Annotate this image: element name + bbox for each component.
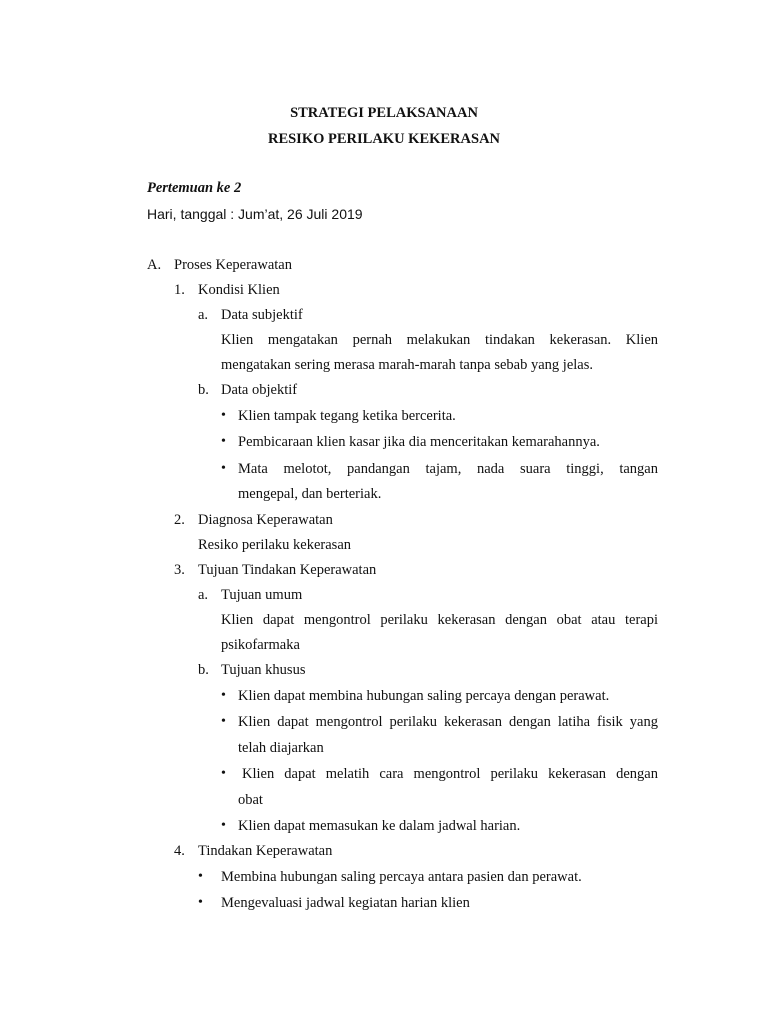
- tujuan-khusus-bullet-3-line-1: Klien dapat melatih cara mengontrol perilaku kekerasan dengan: [242, 766, 658, 782]
- kondisi-label: Kondisi Klien: [198, 282, 280, 298]
- objektif-bullet-3-line-1: Mata melotot, pandangan tajam, nada suara tinggi, tangan: [238, 461, 658, 477]
- tujuan-khusus-bullet-4: Klien dapat memasukan ke dalam jadwal harian.: [238, 818, 521, 834]
- bullet-icon: •: [221, 461, 226, 476]
- subjektif-marker: a.: [198, 307, 209, 323]
- meeting-label: Pertemuan ke 2: [147, 180, 242, 196]
- tujuan-label: Tujuan Tindakan Keperawatan: [198, 562, 377, 578]
- kondisi-marker: 1.: [174, 282, 185, 298]
- tujuan-khusus-bullet-3-line-2: obat: [238, 792, 263, 808]
- objektif-bullet-1: Klien tampak tegang ketika bercerita.: [238, 408, 456, 424]
- objektif-bullet-2: Pembicaraan klien kasar jika dia menceritakan kemarahannya.: [238, 434, 600, 450]
- diagnosa-label: Diagnosa Keperawatan: [198, 512, 333, 528]
- tujuan-umum-text-2: psikofarmaka: [221, 637, 300, 653]
- bullet-icon: •: [198, 869, 203, 884]
- section-a-marker: A.: [147, 257, 162, 273]
- title-line-2: RESIKO PERILAKU KEKERASAN: [267, 131, 501, 147]
- bullet-icon: •: [221, 818, 226, 833]
- tujuan-khusus-bullet-2-line-1: Klien dapat mengontrol perilaku kekerasan dengan latiha fisik yang: [238, 714, 658, 730]
- subjektif-label: Data subjektif: [221, 307, 303, 323]
- tujuan-marker: 3.: [174, 562, 185, 578]
- title-line-1: STRATEGI PELAKSANAAN: [290, 105, 478, 121]
- tujuan-khusus-bullet-2-line-2: telah diajarkan: [238, 740, 324, 756]
- tujuan-khusus-marker: b.: [198, 662, 209, 678]
- tujuan-umum-text-1: Klien dapat mengontrol perilaku kekerasan dengan obat atau terapi: [221, 612, 658, 628]
- bullet-icon: •: [221, 766, 226, 781]
- bullet-icon: •: [198, 895, 203, 910]
- tujuan-khusus-bullet-1: Klien dapat membina hubungan saling percaya dengan perawat.: [238, 688, 610, 704]
- tujuan-umum-label: Tujuan umum: [221, 587, 303, 603]
- tindakan-marker: 4.: [174, 843, 185, 859]
- diagnosa-text: Resiko perilaku kekerasan: [198, 537, 352, 553]
- tujuan-khusus-label: Tujuan khusus: [221, 662, 306, 678]
- bullet-icon: •: [221, 408, 226, 423]
- bullet-icon: •: [221, 714, 226, 729]
- objektif-bullet-3-line-2: mengepal, dan berteriak.: [238, 486, 382, 502]
- objektif-marker: b.: [198, 382, 209, 398]
- tindakan-label: Tindakan Keperawatan: [198, 843, 333, 859]
- objektif-label: Data objektif: [221, 382, 298, 398]
- subjektif-text-1: Klien mengatakan pernah melakukan tindakan kekerasan. Klien: [221, 332, 658, 348]
- section-a-label: Proses Keperawatan: [174, 257, 292, 273]
- bullet-icon: •: [221, 688, 226, 703]
- tujuan-umum-marker: a.: [198, 587, 209, 603]
- date-line: Hari, tanggal : Jum’at, 26 Juli 2019: [147, 206, 363, 222]
- diagnosa-marker: 2.: [174, 512, 185, 528]
- tindakan-bullet-1: Membina hubungan saling percaya antara pasien dan perawat.: [221, 869, 582, 885]
- bullet-icon: •: [221, 434, 226, 449]
- subjektif-text-2: mengatakan sering merasa marah-marah tanpa sebab yang jelas.: [221, 357, 594, 373]
- tindakan-bullet-2: Mengevaluasi jadwal kegiatan harian klien: [221, 895, 470, 911]
